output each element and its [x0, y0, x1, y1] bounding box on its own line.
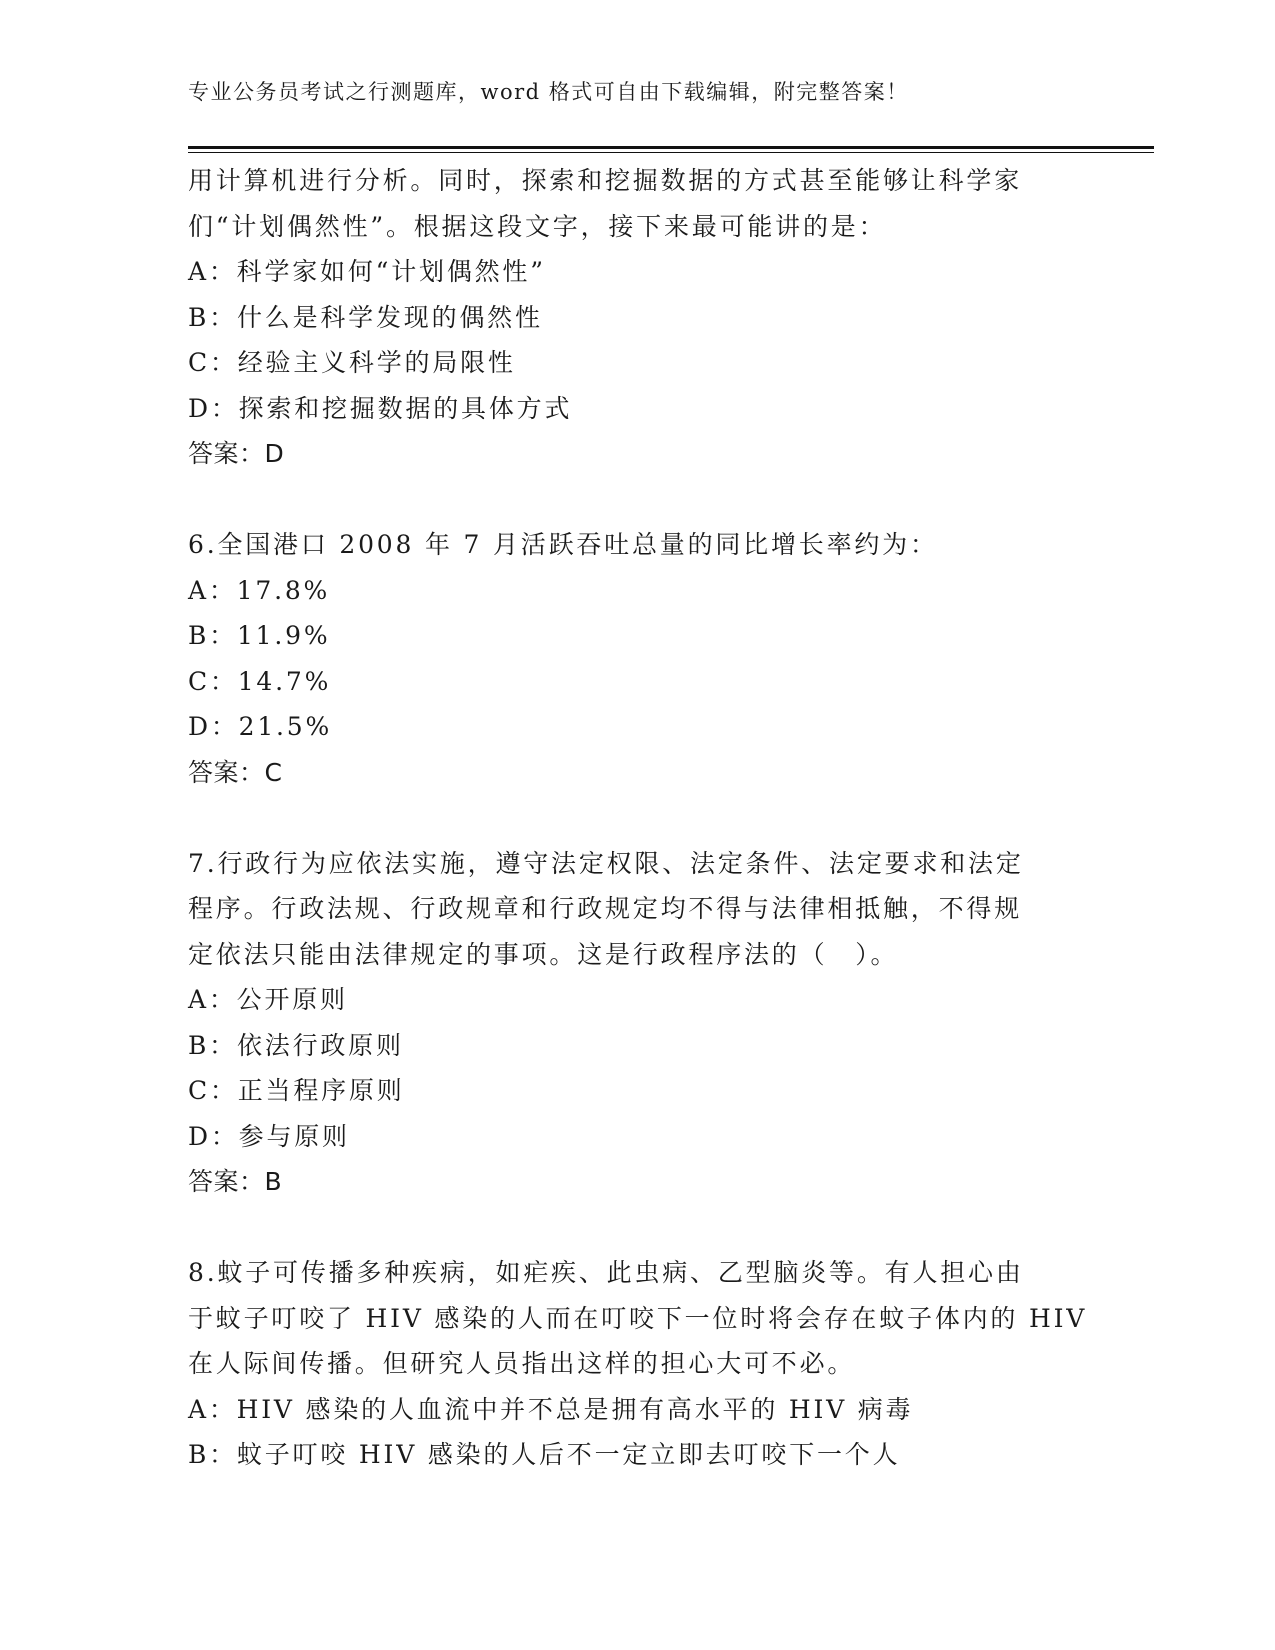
page-header: 专业公务员考试之行测题库，word 格式可自由下载编辑，附完整答案！ — [188, 80, 909, 104]
question-7-stem-line-1: 7.行政行为应依法实施，遵守法定权限、法定条件、法定要求和法定 — [188, 848, 1024, 878]
question-5-option-c: C：经验主义科学的局限性 — [188, 348, 516, 377]
spacer — [188, 477, 1088, 523]
spacer — [188, 795, 1088, 841]
question-5-stem-line-2: 们“计划偶然性”。根据这段文字，接下来最可能讲的是： — [188, 211, 887, 241]
question-8-stem-line-3: 在人际间传播。但研究人员指出这样的担心大可不必。 — [188, 1349, 856, 1378]
question-7-answer: 答案：B — [188, 1167, 283, 1196]
question-8-option-a: A：HIV 感染的人血流中并不总是拥有高水平的 HIV 病毒 — [188, 1394, 914, 1424]
question-8-stem-line-2: 于蚊子叮咬了 HIV 感染的人而在叮咬下一位时将会存在蚊子体内的 HIV — [188, 1303, 1088, 1333]
header-rule-thin — [188, 152, 1154, 153]
question-6 — [188, 522, 1088, 795]
question-6-option-b: B：11.9% — [188, 621, 331, 650]
question-6-option-c: C：14.7% — [188, 666, 332, 696]
question-7-stem-line-3: 定依法只能由法律规定的事项。这是行政程序法的（ ）。 — [188, 939, 899, 969]
question-6-answer: 答案：C — [188, 757, 283, 787]
question-7-option-b: B：依法行政原则 — [188, 1030, 404, 1060]
question-6-option-a: A：17.8% — [188, 575, 331, 605]
question-8-option-b: B：蚊子叮咬 HIV 感染的人后不一定立即去叮咬下一个人 — [188, 1440, 901, 1469]
question-5-answer: 答案：D — [188, 439, 285, 468]
question-5-stem-line-1: 用计算机进行分析。同时，探索和挖掘数据的方式甚至能够让科学家 — [188, 166, 1023, 195]
question-7-stem-line-2: 程序。行政法规、行政规章和行政规定均不得与法律相抵触，不得规 — [188, 894, 1023, 923]
question-6-option-d: D：21.5% — [188, 712, 333, 741]
question-5 — [188, 158, 1088, 477]
question-5-option-d: D：探索和挖掘数据的具体方式 — [188, 393, 573, 423]
question-5-option-a: A：科学家如何“计划偶然性” — [188, 257, 546, 286]
question-7-option-a: A：公开原则 — [188, 985, 348, 1014]
spacer — [188, 1205, 1088, 1251]
question-6-stem-line-1: 6.全国港口 2008 年 7 月活跃吞吐总量的同比增长率约为： — [188, 530, 938, 559]
question-7-option-c: C：正当程序原则 — [188, 1076, 405, 1105]
question-7 — [188, 841, 1088, 1205]
question-8-stem-line-1: 8.蚊子可传播多种疾病，如疟疾、此虫病、乙型脑炎等。有人担心由 — [188, 1258, 1024, 1287]
header-rule-thick — [188, 146, 1154, 149]
question-8 — [188, 1250, 1088, 1478]
question-content — [188, 158, 1088, 1478]
question-5-option-b: B：什么是科学发现的偶然性 — [188, 302, 543, 332]
question-7-option-d: D：参与原则 — [188, 1121, 350, 1151]
